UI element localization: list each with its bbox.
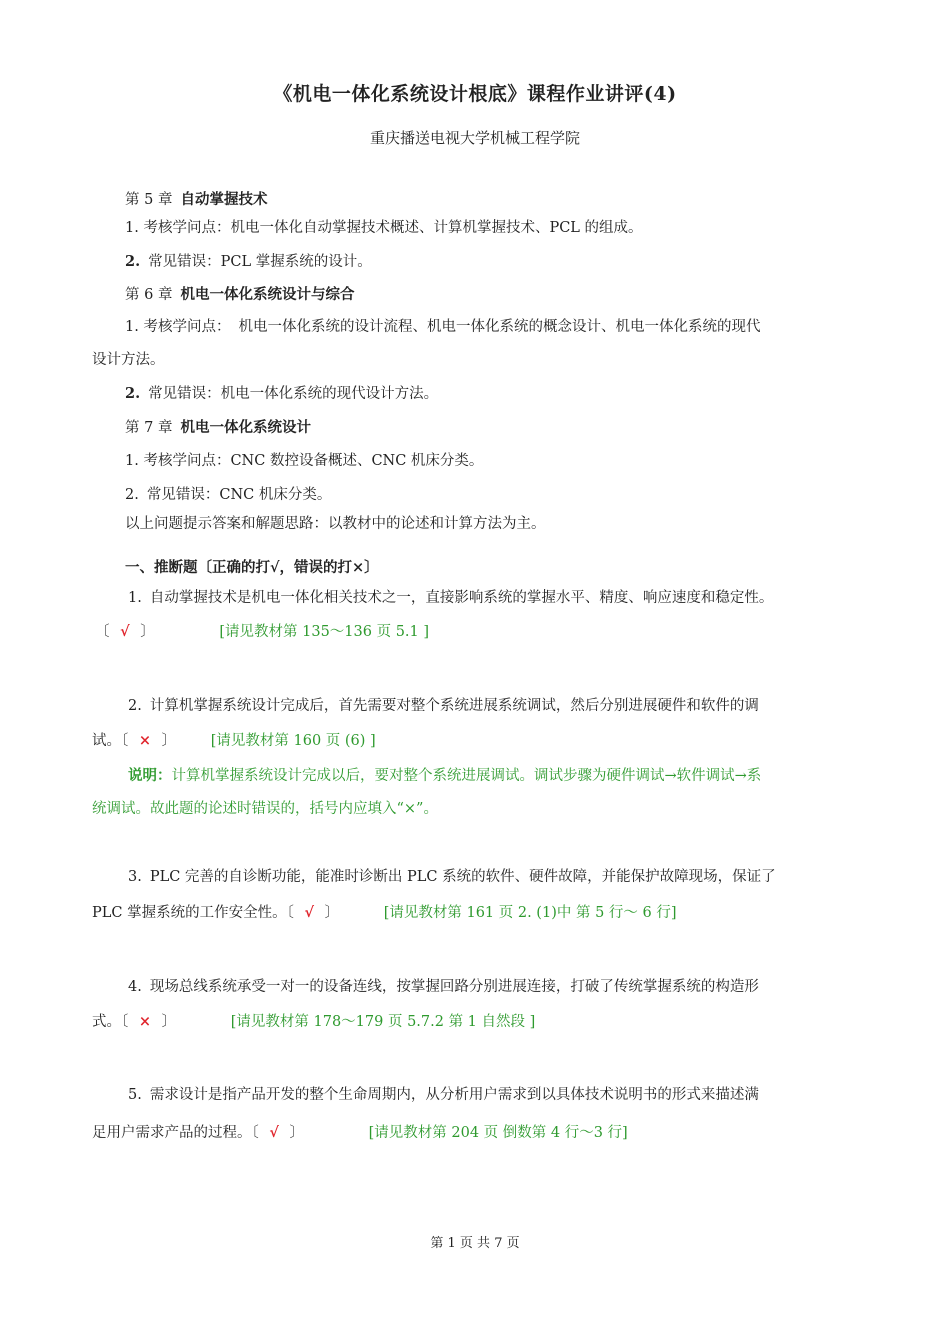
bracket-open: 〔 xyxy=(286,905,294,921)
check-mark-icon: √ xyxy=(120,623,130,640)
bracket-close: 〕 xyxy=(161,1014,177,1030)
chapter-6-points xyxy=(125,317,760,337)
chapter-6-points-cont: 设计方法。 xyxy=(92,352,165,368)
question-text-cont: 足用户需求产品的过程。 xyxy=(92,1125,252,1141)
question-text: 计算机掌握系统设计完成后，首先需要对整个系统进展系统调试，然后分别进展硬件和软件的调 xyxy=(149,698,759,714)
question-4-line1 xyxy=(128,977,759,997)
section-heading: 一、推断题〔正确的打√，错误的打×〕 xyxy=(125,559,379,576)
cross-mark-icon: × xyxy=(138,1013,152,1030)
reference-text: [请见教材第 161 页 2. (1)中 第 5 行～ 6 行] xyxy=(383,905,677,921)
reference-text: [请见教材第 204 页 倒数第 4 行～3 行] xyxy=(368,1125,628,1141)
points-text: 机电一体化自动掌握技术概述、计算机掌握技术、PCL 的组成。 xyxy=(230,220,643,236)
chapter-7-points xyxy=(125,451,483,471)
points-label: 1. 考核学问点： xyxy=(125,453,231,469)
bracket-close: 〕 xyxy=(161,733,177,749)
note-text: 计算机掌握系统设计完成以后，要对整个系统进展调试。调试步骤为硬件调试→软件调试→系 xyxy=(171,768,762,784)
cross-mark-icon: × xyxy=(138,732,152,749)
chapter-6-errors xyxy=(125,384,438,404)
question-3-line1 xyxy=(128,867,776,887)
check-mark-icon: √ xyxy=(304,904,314,921)
bracket-open: 〔 xyxy=(121,733,129,749)
question-text: 自动掌握技术是机电一体化相关技术之一，直接影响系统的掌握水平、精度、响应速度和稳定性。 xyxy=(149,590,774,606)
chapter-7-errors xyxy=(125,485,331,505)
question-2-note-line2: 统调试。故此题的论述时错误的，括号内应填入“×”。 xyxy=(92,801,438,817)
page-subtitle: 重庆播送电视大学机械工程学院 xyxy=(369,129,580,147)
question-5-line1 xyxy=(128,1085,759,1105)
question-text: 现场总线系统承受一对一的设备连线，按掌握回路分别进展连接，打破了传统掌握系统的构造形 xyxy=(149,979,759,995)
question-number: 1. xyxy=(128,590,142,606)
chapter-title: 机电一体化系统设计 xyxy=(180,419,311,436)
points-label: 1. 考核学问点： xyxy=(125,220,231,236)
bracket-open: 〔 xyxy=(251,1125,259,1141)
page-title: 《机电一体化系统设计根底》课程作业讲评(4) xyxy=(273,83,677,105)
question-number: 5. xyxy=(128,1087,142,1103)
chapter-title: 机电一体化系统设计与综合 xyxy=(180,286,355,303)
question-4-line2 xyxy=(92,1012,535,1032)
answer-hint: 以上问题提示答案和解题思路：以教材中的论述和计算方法为主。 xyxy=(125,516,546,532)
points-label: 1. 考核学问点： xyxy=(125,319,231,335)
question-1-line2 xyxy=(95,622,429,642)
bracket-close: 〕 xyxy=(324,905,340,921)
chapter-number: 第 7 章 xyxy=(125,420,173,436)
question-text-cont: 式。 xyxy=(92,1014,121,1030)
question-number: 2. xyxy=(128,698,142,714)
chapter-6-heading xyxy=(125,285,354,305)
chapter-5-errors xyxy=(125,252,372,272)
question-2-line1 xyxy=(128,696,759,716)
errors-label: 2. xyxy=(125,253,141,270)
errors-text: 常见错误：CNC 机床分类。 xyxy=(146,487,332,503)
chapter-title: 自动掌握技术 xyxy=(180,191,268,208)
question-number: 4. xyxy=(128,979,142,995)
question-number: 3. xyxy=(128,869,142,885)
question-text-cont: 试。 xyxy=(92,733,121,749)
errors-label: 2. xyxy=(125,385,141,402)
errors-label: 2. xyxy=(125,487,139,503)
chapter-number: 第 5 章 xyxy=(125,192,173,208)
points-text: 机电一体化系统的设计流程、机电一体化系统的概念设计、机电一体化系统的现代 xyxy=(238,319,761,335)
question-text: 需求设计是指产品开发的整个生命周期内，从分析用户需求到以具体技术说明书的形式来描述满 xyxy=(149,1087,759,1103)
bracket-open: 〔 xyxy=(121,1014,129,1030)
question-text: PLC 完善的自诊断功能，能准时诊断出 PLC 系统的软件、硬件故障，并能保护故障现场，保证了 xyxy=(149,869,776,885)
chapter-5-heading xyxy=(125,190,267,210)
bracket-open: 〔 xyxy=(95,624,110,640)
chapter-5-points xyxy=(125,218,643,238)
check-mark-icon: √ xyxy=(269,1124,279,1141)
bracket-close: 〕 xyxy=(289,1125,304,1141)
reference-text: [请见教材第 178～179 页 5.7.2 第 1 自然段 ] xyxy=(230,1014,536,1030)
chapter-number: 第 6 章 xyxy=(125,287,173,303)
question-5-line2 xyxy=(92,1123,628,1143)
note-label: 说明： xyxy=(128,767,172,784)
question-3-line2 xyxy=(92,903,677,923)
question-1-line1 xyxy=(128,588,773,608)
errors-text: 常见错误：机电一体化系统的现代设计方法。 xyxy=(148,386,439,402)
question-2-line2 xyxy=(92,731,376,751)
page-footer: 第 1 页 共 7 页 xyxy=(430,1236,520,1251)
reference-text: [请见教材第 160 页 (6) ] xyxy=(210,733,376,749)
points-text: CNC 数控设备概述、CNC 机床分类。 xyxy=(230,453,484,469)
question-2-note-line1 xyxy=(128,766,761,786)
reference-text: [请见教材第 135～136 页 5.1 ] xyxy=(219,624,430,640)
errors-text: 常见错误：PCL 掌握系统的设计。 xyxy=(148,254,372,270)
question-text-cont: PLC 掌握系统的工作安全性。 xyxy=(92,905,287,921)
chapter-7-heading xyxy=(125,418,311,438)
bracket-close: 〕 xyxy=(140,624,155,640)
